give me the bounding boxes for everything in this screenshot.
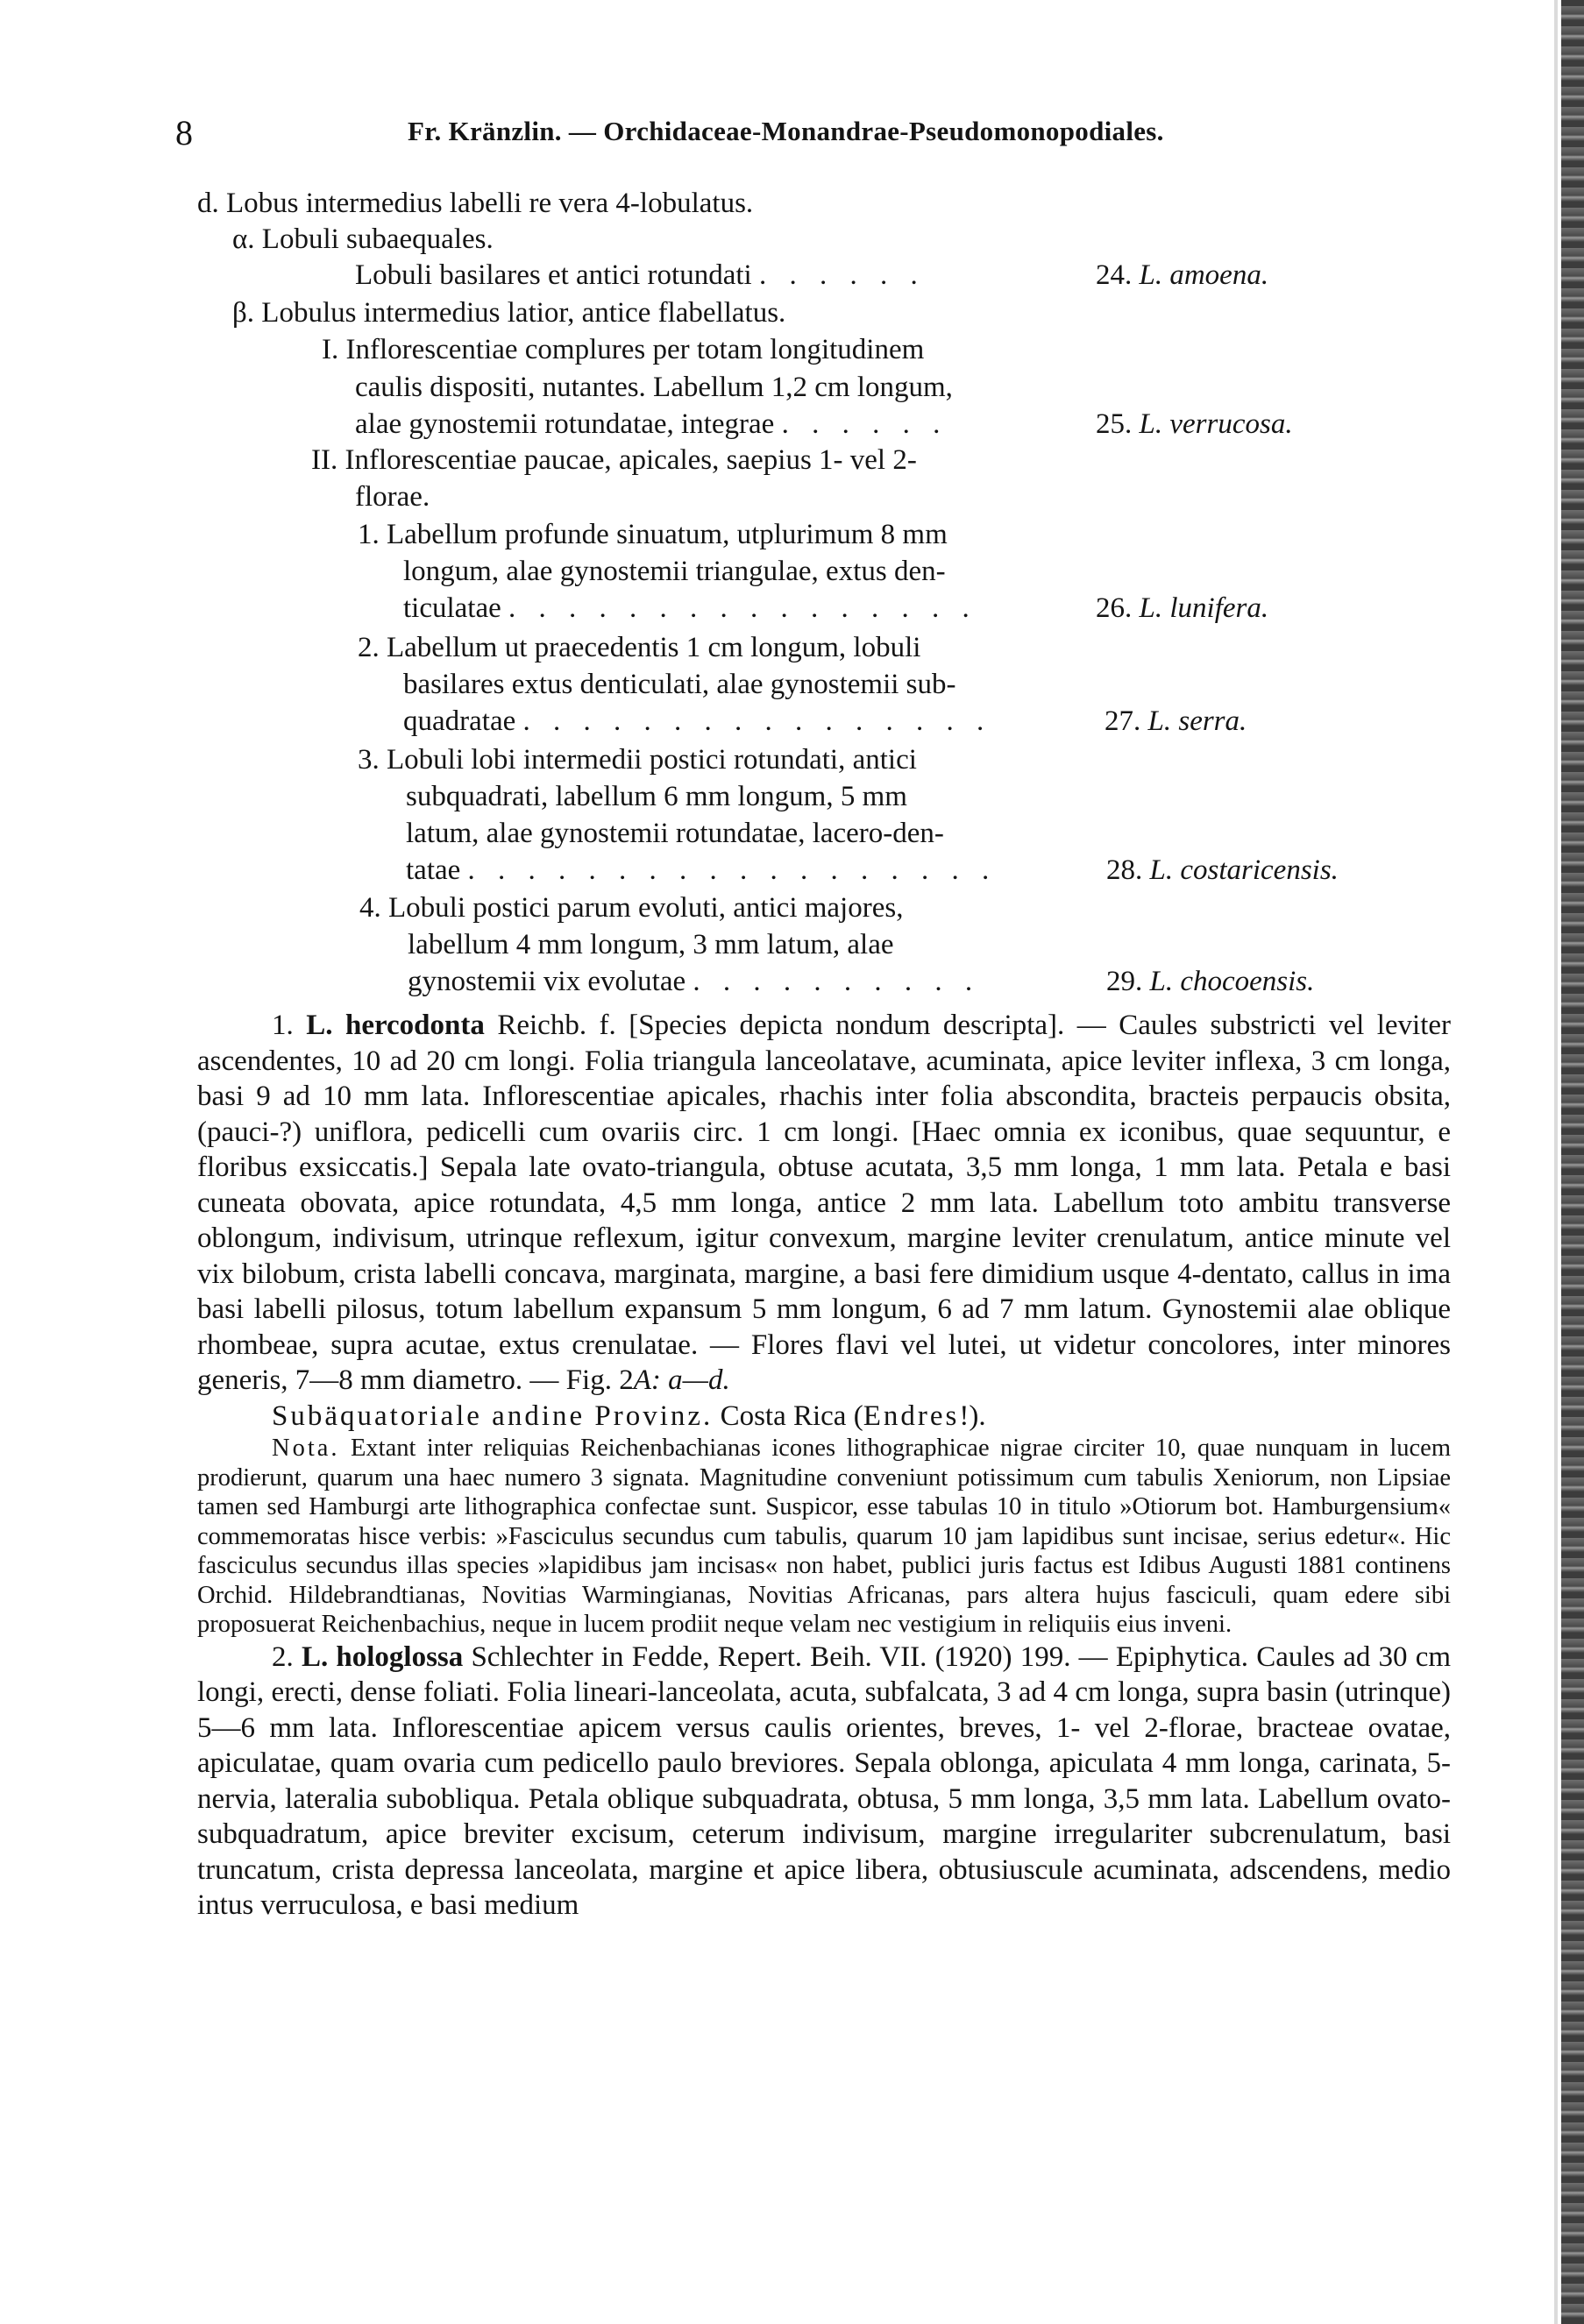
key-line-d: d. Lobus intermedius labelli re vera 4-lobulatus. bbox=[197, 188, 754, 219]
key-line-i3-1: 3. Lobuli lobi intermedii postici rotundati, antici bbox=[358, 744, 917, 776]
species-ref: 29. L. chocoensis. bbox=[1106, 966, 1315, 997]
key-line-i1-3: ticulatae . . . . . . . . . . . . . . . . bbox=[403, 592, 977, 624]
entry-hercodonta: 1. L. hercodonta Reichb. f. [Species depicta nondum descripta]. — Caules substricti vel leviter ascendentes, 10 ad 20 cm longi. Folia triangula lanceolatave, acuminata, apice leviter inflexa, 3 cm longa, basi 9 ad 10 mm lata. Inflorescentiae apicales, rhachis inter folia abscondita, bracteis perpaucis obsita, (pauci-?) uniflora, pedicelli cum ovariis circ. 1 cm longi. [Haec omnia ex iconibus, quae sequuntur, e floribus exsiccatis.] Sepala late ovato-triangula, obtuse acutata, 3,5 mm longa, 1 mm lata. Petala e basi cuneata obovata, apice rotundata, 4,5 mm longa, antice 2 mm lata. Labellum toto ambitu transverse oblongum, indivisum, utrinque reflexum, igitur convexum, margine leviter crenulatum, antice minute vel vix bilobum, crista labelli concava, marginata, margine, a basi fere dimidium usque 4-dentato, callus in ima basi labelli pilosus, totum labellum expansum 5 mm longum, 6 ad 7 mm latum. Gynostemii alae oblique rhombeae, supra acutae, extus crenulatae. — Flores flavi vel lutei, ut videtur concolores, inter minores generis, 7—8 mm diametro. — Fig. 2A: a—d. bbox=[197, 1010, 1452, 1396]
key-line-i2-2: basilares extus denticulati, alae gynostemii sub- bbox=[403, 669, 956, 700]
key-line-i3-2: subquadrati, labellum 6 mm longum, 5 mm bbox=[406, 781, 907, 812]
key-line-i3-3: latum, alae gynostemii rotundatae, lacero-den- bbox=[406, 818, 944, 849]
page-header bbox=[0, 112, 1584, 156]
species-ref: 28. L. costaricensis. bbox=[1106, 854, 1339, 886]
species-ref: 25. L. verrucosa. bbox=[1096, 408, 1293, 440]
key-line-I-1: I. Inflorescentiae complures per totam longitudinem bbox=[322, 334, 925, 365]
key-line-i4-3: gynostemii vix evolutae . . . . . . . . . . bbox=[408, 966, 981, 997]
distribution: Subäquatoriale andine Provinz. Costa Rica (Endres!). bbox=[272, 1399, 986, 1432]
scan-edge-line bbox=[1554, 0, 1558, 2324]
key-line-i2-1: 2. Labellum ut praecedentis 1 cm longum, lobuli bbox=[358, 632, 921, 663]
species-descriptions bbox=[197, 1008, 1451, 1924]
species-name: L. hologlossa bbox=[301, 1640, 464, 1673]
key-line-beta: β. Lobulus intermedius latior, antice flabellatus. bbox=[232, 297, 786, 329]
page-number: 8 bbox=[175, 113, 193, 152]
species-ref: 26. L. lunifera. bbox=[1096, 592, 1269, 624]
key-line-i4-2: labellum 4 mm longum, 3 mm latum, alae bbox=[408, 929, 894, 960]
key-line-i4-1: 4. Lobuli postici parum evoluti, antici majores, bbox=[359, 892, 904, 924]
key-line-alpha-sub: Lobuli basilares et antici rotundati . . . . . . bbox=[355, 259, 926, 291]
nota: Nota. Extant inter reliquias Reichenbachianas icones lithographicae nigrae circiter 10, quae nunquam in lucem prodierunt, quarum una haec numero 3 signata. Magnitudine conveniunt potissimum cum tabulis Xeniorum, non Lipsiae tamen sed Hamburgi arte lithographica confectae sunt. Suspicor, esse tabulas 10 in titulo »Otiorum bot. Hamburgensium« commemoratas hisce verbis: »Fasciculus secundus cum tabulis, quarum 10 jam lapidibus sunt incisae, serius edetur«. Hic fasciculus secundus illas species »lapidibus jam incisas« non habet, publici juris factus est Idibus Augusti 1881 continens Orchid. Hildebrandtianas, Novitias Warmingianas, Novitias Africanas, pars altera hujus fasciculi, quam edere sibi proposuerat Reichenbachius, neque in lucem prodiit neque velam nec vestigium in reliquiis eius inveni. bbox=[197, 1435, 1451, 1638]
species-name: L. hercodonta bbox=[306, 1010, 485, 1041]
running-head: Fr. Kränzlin. — Orchidaceae-Monandrae-Pseudomonopodiales. bbox=[408, 116, 1164, 146]
entry-hologlossa: 2. L. hologlossa Schlechter in Fedde, Repert. Beih. VII. (1920) 199. — Epiphytica. Caules ad 30 cm longi, erecti, dense foliati. Folia lineari-lanceolata, acuta, subfalcata, 3 ad 4 cm longa, supra basin (utrinque) 5—6 mm lata. Inflorescentiae apicem versus caulis orientes, breves, 1- vel 2-florae, bracteae ovatae, apiculatae, quam ovaria cum pedicello paulo breviores. Sepala oblonga, apiculata 4 mm longa, carinata, 5-nervia, lateralia subobliqua. Petala oblique subquadrata, obtusa, 5 mm longa, 3,5 mm lata. Labellum ovato-subquadratum, apice breviter excisum, ceterum indivisum, margine irregulariter subcrenulatum, basi truncatum, crista depressa lanceolata, margine et apice libera, obtusiuscule acuminata, adscendens, medio intus verruculosa, e basi medium bbox=[197, 1640, 1452, 1921]
species-ref: 27. L. serra. bbox=[1105, 705, 1247, 737]
key-line-i2-3: quadratae . . . . . . . . . . . . . . . . bbox=[403, 705, 992, 737]
key-line-II-2: florae. bbox=[355, 481, 430, 513]
key-line-I-3: alae gynostemii rotundatae, integrae . . . . . . bbox=[355, 408, 948, 440]
key-line-i3-4: tatae . . . . . . . . . . . . . . . . . . bbox=[406, 854, 998, 886]
key-line-I-2: caulis dispositi, nutantes. Labellum 1,2 cm longum, bbox=[355, 372, 953, 403]
key-line-alpha: α. Lobuli subaequales. bbox=[232, 223, 494, 255]
scan-edge-artifact bbox=[1561, 0, 1584, 2324]
key-line-i1-2: longum, alae gynostemii triangulae, extus den- bbox=[403, 556, 946, 587]
key-line-i1-1: 1. Labellum profunde sinuatum, utplurimum 8 mm bbox=[358, 519, 948, 550]
key-line-II-1: II. Inflorescentiae paucae, apicales, saepius 1- vel 2- bbox=[311, 444, 917, 476]
species-ref: 24. L. amoena. bbox=[1096, 259, 1269, 291]
